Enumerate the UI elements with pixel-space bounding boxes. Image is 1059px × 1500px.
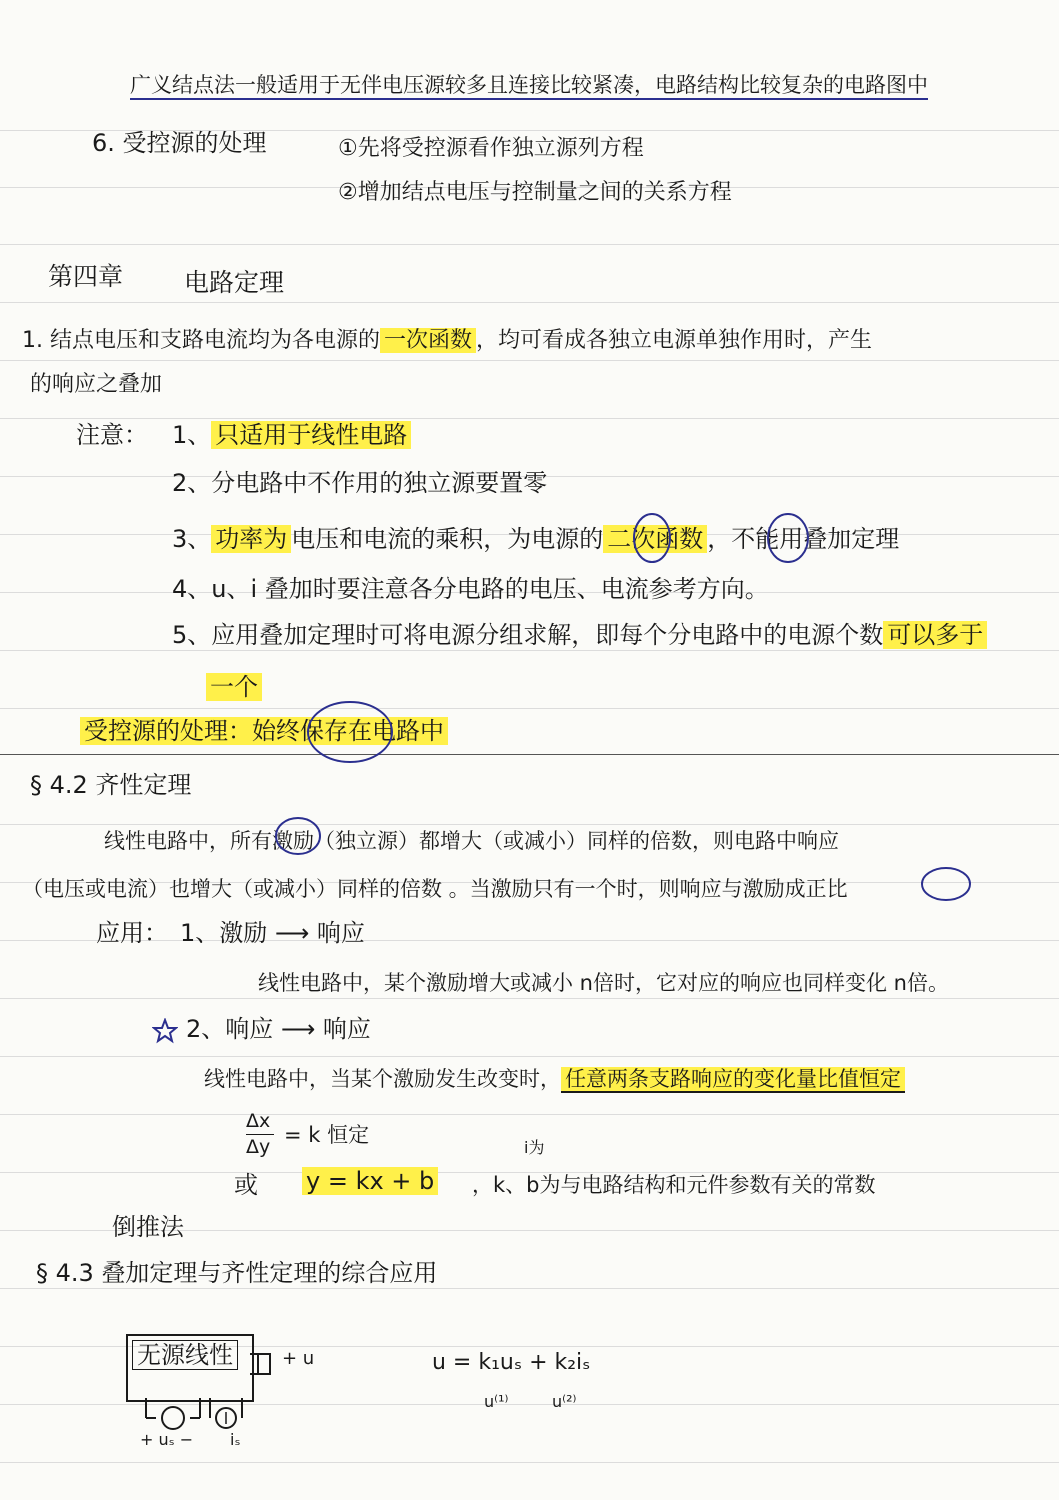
application-1: 1、激励 ⟶ 响应	[180, 919, 365, 947]
line-generalized-node	[130, 70, 928, 100]
note-3-text-b: ，不能用叠加定理	[707, 525, 900, 553]
note-3-highlight-power: 功率为	[211, 525, 291, 553]
note-3-highlight-quadratic: 二次函数	[603, 525, 707, 553]
homogeneity-line-2: （电压或电流）也增大（或减小）同样的倍数 。当激励只有一个时，则响应与激励成正比	[22, 877, 848, 901]
star-icon	[152, 1018, 178, 1044]
ratio-bar	[246, 1134, 274, 1135]
notes-label: 注意：	[76, 421, 148, 449]
section-4-3-heading: § 4.3 叠加定理与齐性定理的综合应用	[36, 1259, 438, 1287]
port-voltage-label: + u	[282, 1348, 315, 1369]
linear-formula	[302, 1166, 438, 1196]
note-5-continued	[206, 672, 262, 702]
generalized-node-text: 广义结点法一般适用于无伴电压源较多且连接比较紧凑，电路结构比较复杂的电路图中	[130, 73, 928, 100]
note-1-highlight: 只适用于线性电路	[211, 421, 411, 449]
source-is-label: iₛ	[230, 1430, 241, 1449]
note-1	[172, 420, 411, 450]
component-u1: u⁽¹⁾	[484, 1392, 509, 1411]
application-2: 2、响应 ⟶ 响应	[186, 1015, 371, 1043]
application-2-desc-highlight: 任意两条支路响应的变化量比值恒定	[561, 1067, 905, 1093]
or-label: 或	[234, 1171, 258, 1199]
note-3	[172, 524, 899, 554]
para-part-a: 1. 结点电压和支路电流均为各电源的	[22, 328, 380, 353]
circuit-diagram	[120, 1330, 300, 1440]
note-5-highlight: 可以多于	[883, 621, 987, 649]
application-2-desc	[204, 1064, 905, 1094]
controlled-source-rule-highlight: 受控源的处理：始终保存在电路中	[80, 717, 448, 745]
source-us-label: + uₛ −	[140, 1430, 194, 1449]
note-5-continued-highlight: 一个	[206, 673, 262, 701]
note-4: 4、u、i 叠加时要注意各分电路的电压、电流参考方向。	[172, 575, 769, 603]
circuit-box-label-text: 无源线性	[132, 1340, 238, 1370]
ratio-numerator: Δx	[246, 1110, 271, 1132]
note-3-text-a: 电压和电流的乘积，为电源的	[291, 525, 604, 553]
note-3-num: 3、	[172, 525, 212, 553]
linear-formula-highlight: y = kx + b	[302, 1167, 438, 1195]
superposition-para-line-1	[22, 326, 872, 356]
note-5	[172, 620, 987, 650]
application-2-desc-text: 线性电路中，当某个激励发生改变时，	[204, 1067, 561, 1091]
component-u2: u⁽²⁾	[552, 1392, 577, 1411]
section-4-2-heading: § 4.2 齐性定理	[30, 771, 192, 799]
small-note: i为	[524, 1138, 545, 1157]
inverse-method: 倒推法	[112, 1213, 184, 1241]
chapter-label: 第四章	[48, 262, 124, 291]
homogeneity-line-1: 线性电路中，所有激励（独立源）都增大（或减小）同样的倍数，则电路中响应	[104, 829, 839, 853]
para-part-b: ，均可看成各独立电源单独作用时，产生	[476, 328, 873, 353]
section-divider	[0, 754, 1059, 755]
application-label: 应用：	[96, 919, 168, 947]
controlled-source-item-1: ①先将受控源看作独立源列方程	[338, 136, 644, 161]
para-highlight-linear-function: 一次函数	[380, 328, 476, 353]
superposition-equation: u = k₁uₛ + k₂iₛ	[432, 1350, 591, 1375]
application-1-desc: 线性电路中，某个激励增大或减小 n倍时，它对应的响应也同样变化 n倍。	[258, 971, 949, 995]
controlled-source-rule	[80, 716, 448, 746]
note-5-text: 5、应用叠加定理时可将电源分组求解，即每个分电路中的电源个数	[172, 621, 884, 649]
ratio-denominator: Δy	[246, 1136, 271, 1158]
formula-note: ，k、b为与电路结构和元件参数有关的常数	[472, 1173, 876, 1197]
controlled-source-item-2: ②增加结点电压与控制量之间的关系方程	[338, 180, 732, 205]
note-1-num: 1、	[172, 421, 212, 449]
chapter-title: 电路定理	[184, 268, 285, 297]
note-2: 2、分电路中不作用的独立源要置零	[172, 469, 548, 497]
ratio-equation: = k 恒定	[284, 1123, 370, 1147]
superposition-para-line-2: 的响应之叠加	[30, 372, 163, 397]
controlled-source-heading: 6. 受控源的处理	[92, 129, 267, 157]
